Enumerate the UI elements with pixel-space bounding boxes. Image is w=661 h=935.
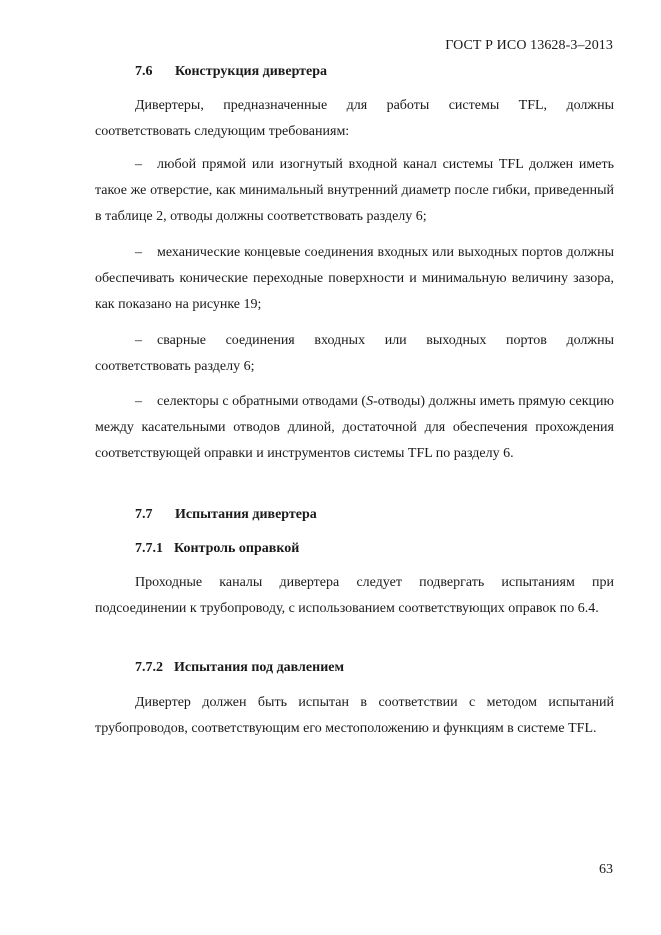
list-item-text: механические концевые соединения входных или выходных портов должны обеспечивать конические переходные поверхности и минимальную величину зазора, как показано на рисунке 19; (95, 245, 614, 312)
list-item-text-start: селекторы с обратными отводами ( (157, 394, 367, 409)
section-7-7-1-heading (135, 541, 299, 557)
list-item-text: любой прямой или изогнутый входной канал системы TFL должен иметь такое же отверстие, как минимальный внутренний диаметр после гибки, приведенный в таблице 2, отводы должны соответствовать разделу 6; (95, 157, 614, 224)
page-number: 63 (599, 862, 613, 877)
list-dash: – (135, 157, 142, 172)
section-number: 7.6 (135, 64, 153, 79)
section-7-7-2-heading (135, 660, 344, 676)
list-item (95, 240, 614, 318)
section-number: 7.7.1 (135, 541, 163, 556)
list-item-text-end: -отводы) должны иметь прямую секцию между касательными отводов длиной, достаточной для обеспечения прохождения соответствующей оправки и инструментов системы TFL по разделу 6. (95, 394, 614, 461)
list-dash: – (135, 333, 142, 348)
list-item (95, 152, 614, 230)
section-title: Испытания дивертера (175, 507, 317, 522)
document-id: ГОСТ Р ИСО 13628-3–2013 (445, 38, 613, 53)
list-item-italic: S (366, 394, 374, 409)
list-dash: – (135, 245, 142, 260)
paragraph-7-7-1: Проходные каналы дивертера следует подвергать испытаниям при подсоединении к трубопроводу, с использованием соответствующих оправок по 6.4. (95, 575, 614, 616)
section-title: Контроль оправкой (174, 541, 300, 556)
document-header (445, 38, 613, 54)
section-title: Испытания под давлением (174, 660, 345, 675)
list-dash: – (135, 394, 142, 409)
section-7-6-heading (135, 64, 327, 80)
intro-paragraph: Дивертеры, предназначенные для работы системы TFL, должны соответствовать следующим требованиям: (95, 98, 614, 139)
paragraph-7-7-2: Дивертер должен быть испытан в соответствии с методом испытаний трубопроводов, соответствующим его местоположению и функциям в системе TFL. (95, 695, 614, 736)
list-item (95, 389, 614, 467)
section-7-7-heading (135, 507, 317, 523)
section-title: Конструкция дивертера (175, 64, 328, 79)
list-item-text: сварные соединения входных или выходных портов должны соответствовать разделу 6; (95, 333, 614, 374)
section-number: 7.7 (135, 507, 153, 522)
list-item (95, 328, 614, 380)
section-number: 7.7.2 (135, 660, 163, 675)
